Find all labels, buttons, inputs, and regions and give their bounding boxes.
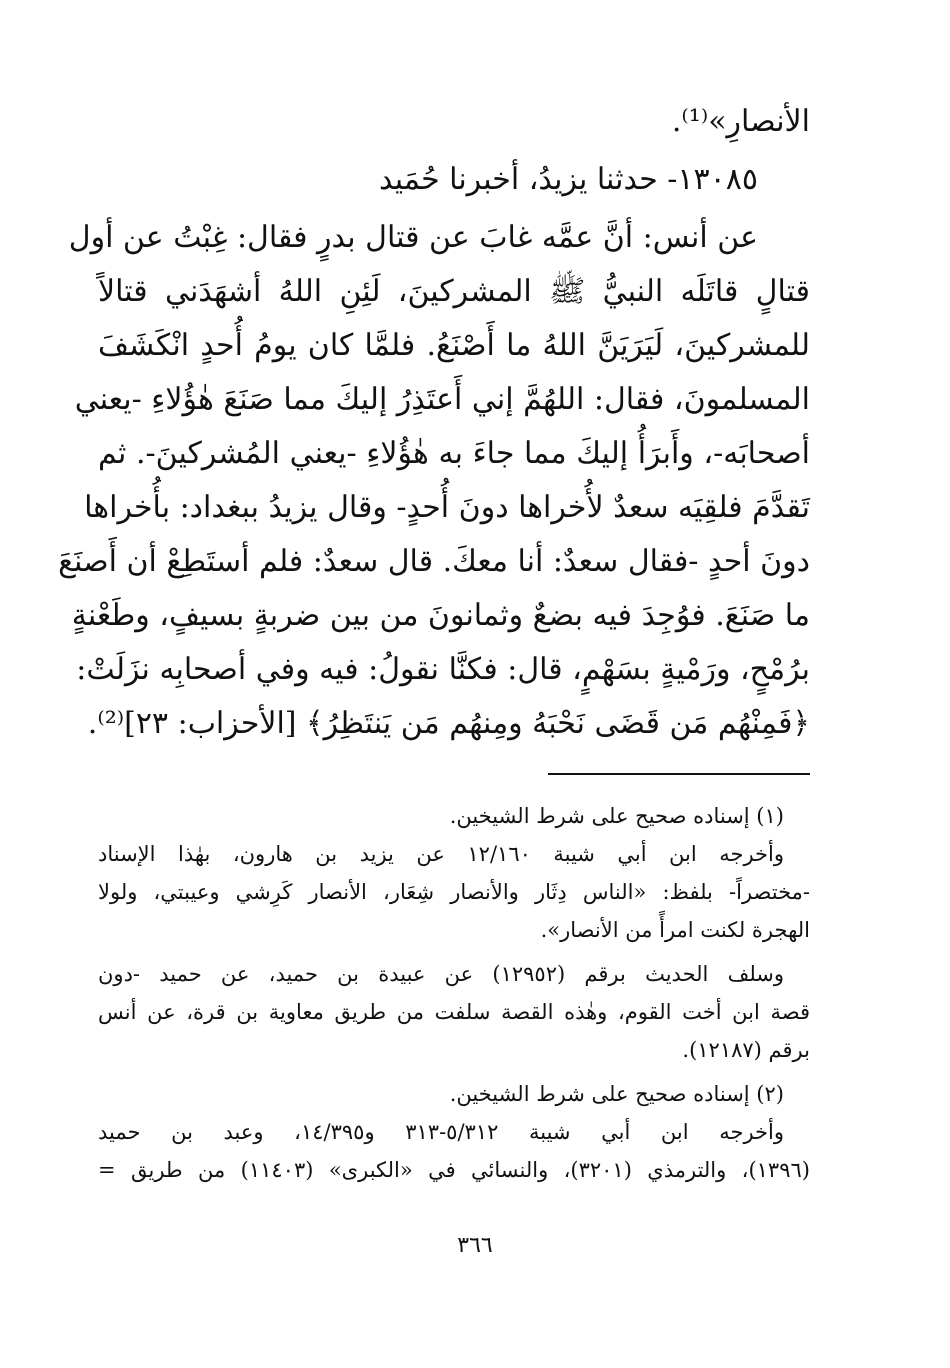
footnote-line: وأخرجه ابن أبي شيبة ١٢/١٦٠ عن يزيد بن هارون، بهٰذا الإسناد: [98, 842, 784, 866]
footnote-line: (٢) إسناده صحيح على شرط الشيخين.: [449, 1082, 784, 1106]
footnote-divider: [548, 773, 810, 775]
footnote-line: وسلف الحديث برقم (١٢٩٥٢) عن عبيدة بن حميد، عن حميد -دون: [98, 962, 785, 986]
page-number: ٣٦٦: [457, 1233, 493, 1258]
main-text-line: المسلمونَ، فقال: اللهُمَّ إني أَعتَذِرُ إليكَ مما صَنَعَ هٰؤُلاءِ -يعني: [74, 382, 810, 417]
main-text-line: أصحابَه-، وأَبرَأُ إليكَ مما جاءَ به هٰؤُلاءِ -يعني المُشركينَ-. ثم: [98, 436, 810, 471]
footnote-line: قصة ابن أخت القوم، وهٰذه القصة سلفت من طريق معاوية بن قرة، عن أنس: [98, 1000, 810, 1024]
footnote-line: (١) إسناده صحيح على شرط الشيخين.: [449, 804, 784, 828]
main-text-line: قتالٍ قاتَلَه النبيُّ ﷺ المشركينَ، لَئِنِ اللهُ أشهَدَني قتالاً: [98, 274, 810, 309]
main-text-line: دونَ أحدٍ -فقال سعدٌ: أنا معكَ. قال سعدٌ: فلم أستَطِعْ أن أَصنَعَ: [58, 544, 810, 579]
book-page: [58, 95, 810, 1189]
footnote-line: الهجرة لكنت امرأً من الأنصار».: [540, 918, 810, 942]
footnote-line: (١٣٩٦)، والترمذي (٣٢٠١)، والنسائي في «الكبرى» (١١٤٠٣) من طريق =: [98, 1158, 810, 1182]
hadith-heading: ١٣٠٨٥- حدثنا يزيدُ، أخبرنا حُمَيد: [378, 162, 758, 197]
quran-verse-line: ﴿فَمِنْهُم مَن قَضَى نَحْبَهُ ومِنهُم مَن يَنتَظِرُ﴾ [الأحزاب: ٢٣]⁽²⁾.: [87, 706, 810, 741]
footnote-line: -مختصراً- بلفظ: «الناس دِثَار والأنصار شِعَار، الأنصار كَرِشي وعيبتي، ولولا: [98, 880, 810, 904]
main-text-line: تَقدَّمَ فلقِيَه سعدٌ لأُخراها دونَ أُحدٍ- وقال يزيدُ ببغداد: بأُخراها: [84, 490, 810, 525]
footnote-line: وأخرجه ابن أبي شيبة ٥/٣١٢-٣١٣ و١٤/٣٩٥، وعبد بن حميد: [98, 1120, 784, 1144]
main-text-line: عن أنس: أنَّ عمَّه غابَ عن قتال بدرٍ فقال: غِبْتُ عن أول: [68, 220, 758, 255]
footnote-line: برقم (١٢١٨٧).: [682, 1038, 810, 1062]
main-text-line: ما صَنَعَ. فوُجِدَ فيه بضعٌ وثمانونَ من بين ضربةٍ بسيفٍ، وطَعْنةٍ: [71, 598, 810, 633]
main-text-line: الأنصارِ»⁽¹⁾.: [671, 104, 810, 139]
main-text-line: للمشركينَ، لَيَرَيَنَّ اللهُ ما أَصْنَعُ. فلمَّا كان يومُ أُحدٍ انْكَشَفَ: [98, 328, 810, 363]
main-text-line: برُمْحٍ، ورَمْيةٍ بسَهْمٍ، قال: فكنَّا نقولُ: فيه وفي أصحابِه نزَلَتْ:: [76, 652, 810, 687]
